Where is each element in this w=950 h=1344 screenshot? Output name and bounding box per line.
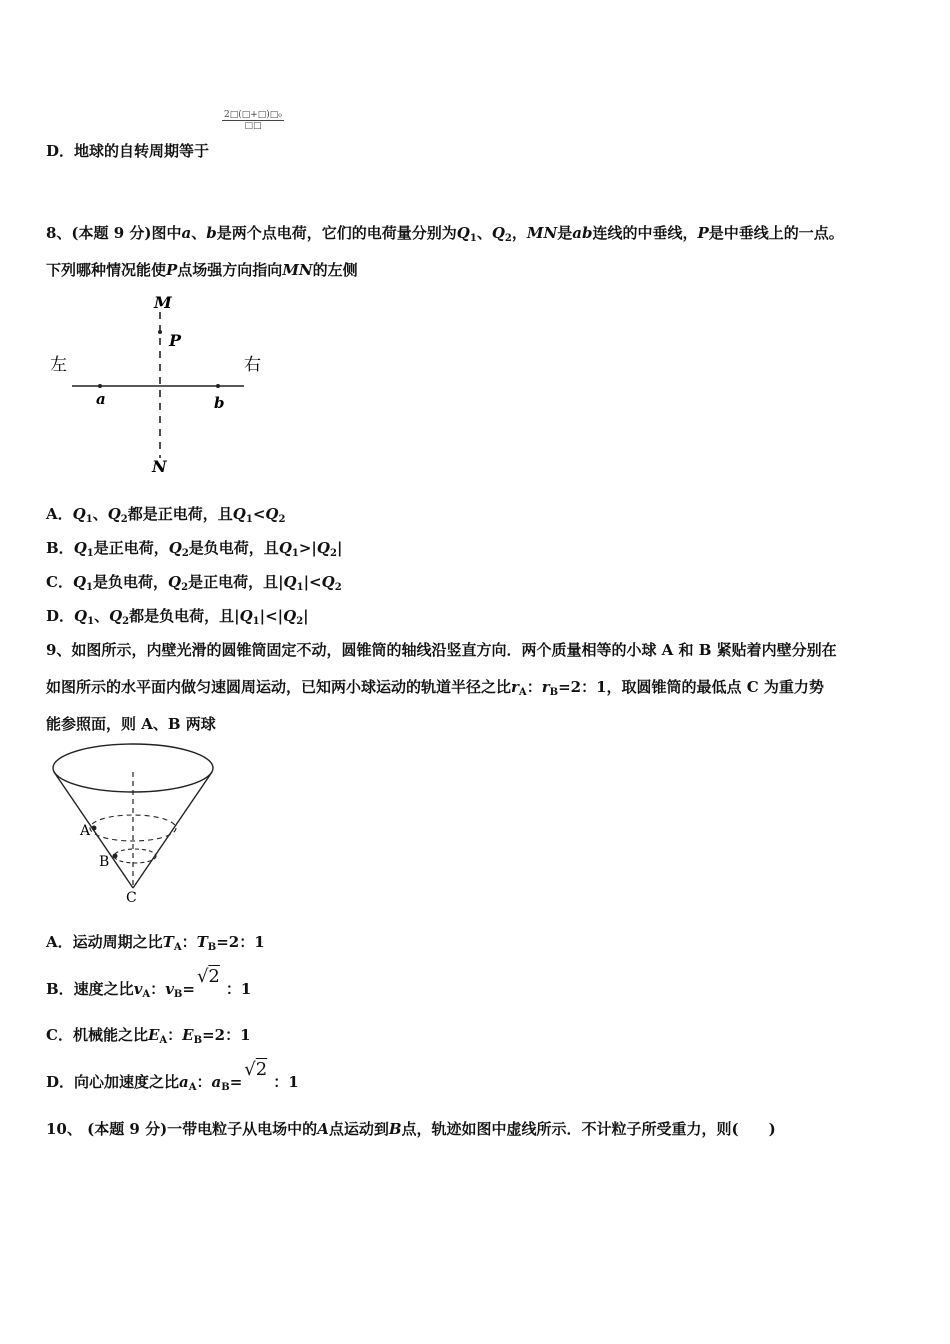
opt-sub: B: [207, 942, 217, 953]
opt-var: Q: [109, 607, 123, 625]
opt-var: Q: [278, 539, 292, 557]
charge-a-dot: [98, 384, 102, 388]
opt-text: =: [229, 1073, 243, 1091]
q9-stem-line3: 能参照面，则 A、B 两球: [46, 715, 216, 733]
opt-var: E: [182, 1026, 194, 1044]
opt-sub: 1: [85, 514, 93, 525]
q8-text: 下列哪种情况能使: [46, 261, 167, 279]
opt-var: T: [196, 933, 208, 951]
opt-var: a: [211, 1073, 222, 1091]
q8-sub: 2: [504, 233, 512, 244]
q9-option-d: [46, 1059, 299, 1093]
opt-var: Q: [232, 505, 246, 523]
ball-a: [92, 826, 97, 831]
label-right: 右: [244, 355, 261, 375]
opt-sub: 2: [120, 514, 128, 525]
opt-sub: 2: [329, 548, 337, 559]
opt-text: A．运动周期之比: [46, 933, 163, 951]
opt-text: 都是正电荷，且: [127, 505, 233, 523]
opt-sub: 1: [245, 514, 253, 525]
q9-text: =2：1，取圆锥筒的最低点 C 为重力势: [558, 678, 824, 696]
opt-text: |<: [303, 573, 322, 591]
q8-var: a: [181, 224, 192, 242]
opt-text: =: [182, 980, 195, 998]
label-left: 左: [50, 355, 67, 375]
q8-var: MN: [526, 224, 558, 242]
opt-var: Q: [168, 573, 182, 591]
opt-var: Q: [168, 539, 182, 557]
opt-sub: 2: [296, 616, 304, 627]
opt-text: ：: [150, 980, 166, 998]
opt-sub: A: [188, 1082, 197, 1093]
q8-stem-line1: [46, 222, 844, 244]
opt-text: <: [252, 505, 266, 523]
q9-var: r: [541, 678, 550, 696]
opt-text: ：1: [225, 980, 252, 998]
opt-text: ：1: [273, 1073, 299, 1091]
opt-sub: 1: [86, 582, 93, 593]
opt-sub: 2: [181, 582, 189, 593]
q10-text: 10、 (本题 9 分)一带电粒子从电场中的: [46, 1120, 318, 1138]
opt-sub: B: [193, 1035, 203, 1046]
option-letter: D．: [46, 607, 75, 625]
opt-var: v: [133, 980, 143, 998]
q8-var: MN: [282, 261, 313, 279]
opt-var: v: [165, 980, 174, 998]
opt-var: Q: [74, 607, 88, 625]
opt-text: |<|: [259, 607, 284, 625]
q10-text: 点，轨迹如图中虚线所示．不计粒子所受重力，则( ): [401, 1120, 776, 1138]
q9-option-a: [46, 931, 265, 953]
q9-stem-line1: 9、如图所示，内壁光滑的圆锥筒固定不动，圆锥筒的轴线沿竖直方向．两个质量相等的小球 A 和 B 紧贴着内壁分别在: [46, 641, 837, 659]
q8-text: 是两个点电荷，它们的电荷量分别为: [216, 224, 457, 242]
label-b: b: [214, 394, 225, 412]
q10-stem: [46, 1118, 776, 1139]
opt-text: ：: [167, 1026, 183, 1044]
q8-var: Q: [491, 224, 505, 242]
opt-text: |: [336, 539, 343, 557]
q8-text: 点场强方向指向: [177, 261, 283, 279]
opt-text: C．机械能之比: [46, 1026, 148, 1044]
opt-sub: 1: [291, 548, 299, 559]
option-letter: B．: [46, 539, 74, 557]
q8-option-d: [46, 605, 309, 627]
ball-b: [113, 854, 118, 859]
q8-option-a: [46, 503, 285, 525]
opt-var: Q: [72, 505, 86, 523]
q8-text: ，: [511, 224, 527, 242]
opt-text: =2：1: [216, 933, 265, 951]
label-p: P: [169, 331, 182, 350]
q8-text: 8、(本题 9 分)图中: [46, 224, 182, 242]
sqrt-symbol: √2: [196, 966, 220, 987]
opt-var: a: [179, 1073, 189, 1091]
opt-text: 、: [92, 505, 108, 523]
sqrt-radicand: 2: [208, 966, 220, 987]
label-n: N: [152, 457, 167, 476]
option-letter: A．: [46, 505, 73, 523]
opt-text: D．向心加速度之比: [46, 1073, 180, 1091]
opt-var: Q: [239, 607, 253, 625]
q9-text: 如图所示的水平面内做匀速圆周运动，已知两小球运动的轨道半径之比: [46, 678, 512, 696]
q8-text: 、: [476, 224, 492, 242]
opt-var: Q: [107, 505, 121, 523]
q10-var: B: [388, 1120, 402, 1138]
q9-option-c: [46, 1024, 251, 1046]
opt-var: T: [162, 933, 174, 951]
q9-var: r: [511, 678, 519, 696]
opt-text: B．速度之比: [46, 980, 134, 998]
opt-text: =2：1: [202, 1026, 251, 1044]
option-letter: C．: [46, 573, 73, 591]
opt-var: Q: [283, 607, 297, 625]
q9-cone-figure: [46, 740, 226, 908]
opt-var: Q: [72, 573, 87, 591]
q8-text: 连线的中垂线，: [592, 224, 698, 242]
opt-sub: B: [173, 989, 183, 1000]
opt-sub: 1: [87, 616, 95, 627]
q9-stem-line2: [46, 676, 824, 698]
point-p-dot: [158, 330, 162, 334]
q8-option-b: [46, 537, 342, 559]
opt-sub: B: [221, 1082, 230, 1093]
opt-var: Q: [321, 573, 335, 591]
opt-sub: A: [173, 942, 182, 953]
q10-text: 点运动到: [328, 1120, 389, 1138]
q8-text: 的左侧: [312, 261, 358, 279]
label-ball-a: A: [80, 823, 91, 839]
fraction-numerator: 2□(□+□)□₀: [224, 110, 282, 120]
opt-sub: 1: [252, 616, 260, 627]
opt-sub: 2: [122, 616, 130, 627]
label-ball-b: B: [99, 854, 110, 870]
q8-var: Q: [456, 224, 470, 242]
q9-sub: A: [518, 687, 527, 698]
q9-option-b: [46, 966, 252, 1000]
opt-var: Q: [316, 539, 330, 557]
opt-text: 、: [94, 607, 110, 625]
opt-sub: A: [159, 1035, 168, 1046]
label-point-c: C: [126, 890, 137, 906]
q8-var: P: [166, 261, 178, 279]
opt-sub: 2: [334, 582, 342, 593]
q9-sub: B: [549, 687, 559, 698]
q8-sub: 1: [469, 233, 477, 244]
q8-text: 是中垂线上的一点。: [708, 224, 844, 242]
opt-text: 都是负电荷，且|: [129, 607, 240, 625]
opt-var: Q: [283, 573, 297, 591]
opt-text: 是正电荷，: [93, 539, 169, 557]
opt-var: Q: [265, 505, 279, 523]
charge-b-dot: [216, 384, 220, 388]
opt-sub: 1: [296, 582, 304, 593]
q9-text: ：: [526, 678, 542, 696]
opt-text: 是负电荷，: [93, 573, 169, 591]
orbit-b: [114, 849, 156, 863]
opt-sub: A: [142, 989, 151, 1000]
q7-option-d: D．地球的自转周期等于: [46, 142, 210, 160]
q8-var: ab: [572, 224, 593, 242]
opt-var: Q: [73, 539, 87, 557]
sqrt-symbol: √2: [244, 1059, 268, 1080]
label-m: M: [154, 293, 172, 312]
opt-text: >|: [298, 539, 317, 557]
opt-text: 是负电荷，且: [188, 539, 279, 557]
fraction-denominator: □□: [244, 121, 262, 131]
q8-charge-figure: [46, 290, 276, 480]
sqrt-radicand: 2: [255, 1059, 268, 1080]
label-a: a: [96, 390, 106, 408]
opt-sub: 1: [86, 548, 94, 559]
formula-fraction: [222, 110, 284, 131]
opt-text: ：: [196, 1073, 212, 1091]
opt-sub: 2: [278, 514, 286, 525]
q8-text: 、: [191, 224, 207, 242]
q10-var: A: [317, 1120, 329, 1138]
opt-text: 是正电荷，且|: [188, 573, 284, 591]
opt-text: |: [303, 607, 309, 625]
opt-sub: 2: [181, 548, 189, 559]
opt-text: ：: [181, 933, 197, 951]
q8-stem-line2: [46, 259, 358, 280]
q8-var: P: [697, 224, 709, 242]
q8-text: 是: [557, 224, 573, 242]
q8-option-c: [46, 571, 342, 593]
opt-var: E: [147, 1026, 160, 1044]
q8-var: b: [206, 224, 217, 242]
